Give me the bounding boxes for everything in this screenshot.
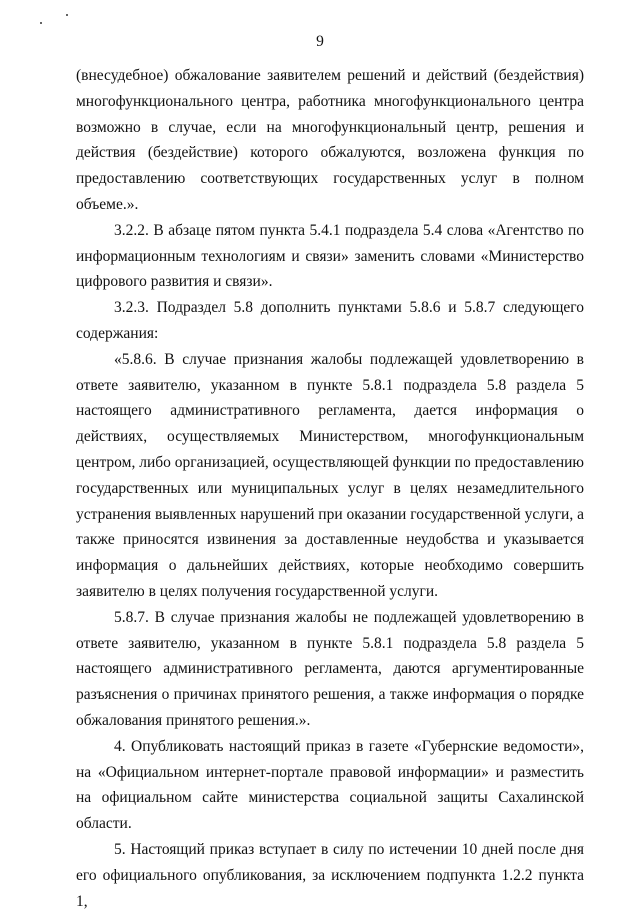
document-body — [76, 63, 584, 914]
scan-speck — [66, 14, 68, 16]
paragraph-appeal-mfc: (внесудебное) обжалование заявителем решений и действий (бездействия) многофункционального центра, работника многофункционального центра возможно в случае, если на многофункциональный центр, решения и действия (бездействие) которого обжалуются, возложена функция по предоставлению соответствующих государственных услуг в полном объеме.». — [76, 67, 584, 213]
paragraph-5-8-7: 5.8.7. В случае признания жалобы не подлежащей удовлетворению в ответе заявителю, указанном в пункте 5.8.1 подраздела 5.8 раздела 5 настоящего административного регламента, даются аргументированные разъяснения о причинах принятого решения, а также информация о порядке обжалования принятого решения.». — [76, 608, 584, 729]
paragraph-4-publish: 4. Опубликовать настоящий приказ в газете «Губернские ведомости», на «Официальном интернет-портале правовой информации» и разместить на официальном сайте министерства социальной защиты Сахалинской области. — [76, 737, 584, 833]
scan-speck — [40, 22, 42, 24]
paragraph-5-effective: 5. Настоящий приказ вступает в силу по истечении 10 дней после дня его официального опубликования, за исключением подпункта 1.2.2 пункта 1, — [76, 840, 584, 910]
paragraph-3-2-2: 3.2.2. В абзаце пятом пункта 5.4.1 подраздела 5.4 слова «Агентство по информационным технологиям и связи» заменить словами «Министерство цифрового развития и связи». — [76, 221, 584, 291]
paragraph-5-8-6: «5.8.6. В случае признания жалобы подлежащей удовлетворению в ответе заявителю, указанном в пункте 5.8.1 подраздела 5.8 раздела 5 настоящего административного регламента, дается информация о действиях, осуществляемых Министерством, многофункциональным центром, либо организацией, осуществляющей функции по предоставлению государственных или муниципальных услуг в целях незамедлительного устранения выявленных нарушений при оказании государственной услуги, а также приносятся извинения за доставленные неудобства и указывается информация о дальнейших действиях, которые необходимо совершить заявителю в целях получения государственной услуги. — [76, 350, 584, 600]
page-number: 9 — [316, 33, 324, 50]
paragraph-3-2-3: 3.2.3. Подраздел 5.8 дополнить пунктами 5.8.6 и 5.8.7 следующего содержания: — [76, 299, 584, 342]
